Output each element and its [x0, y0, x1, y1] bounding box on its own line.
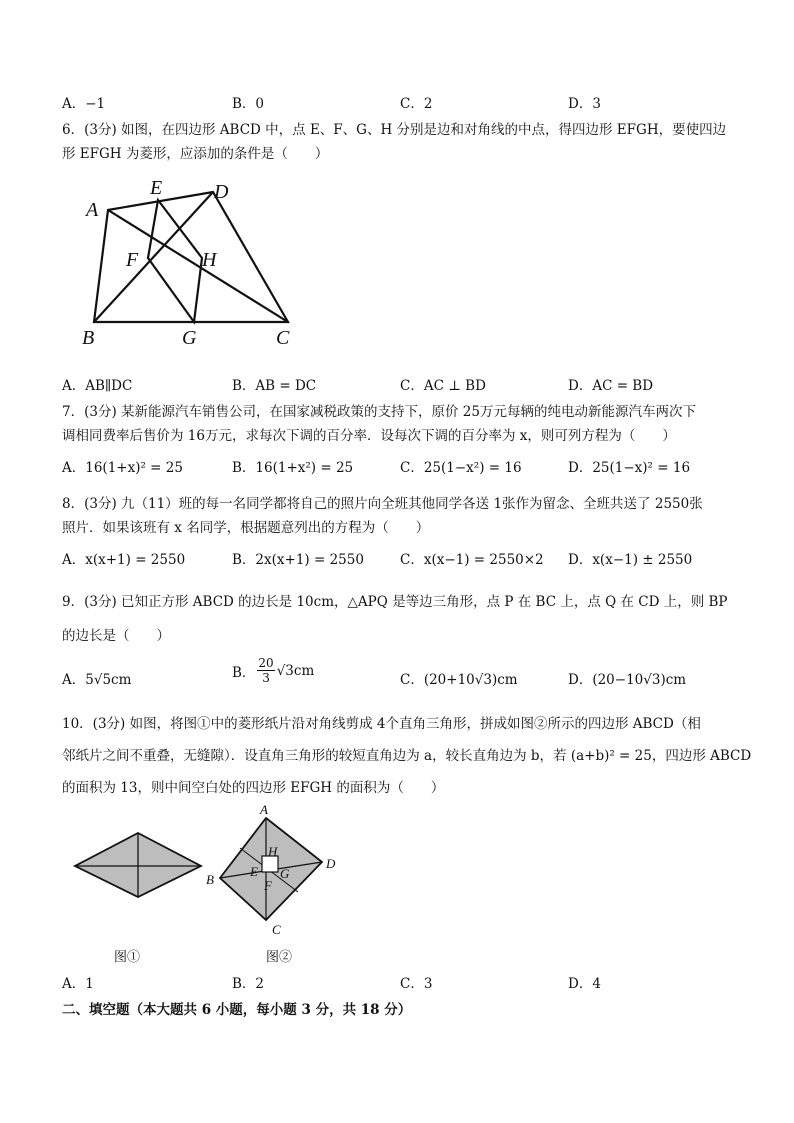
- q6-line2: 形 EFGH 为菱形，应添加的条件是（ ）: [62, 146, 329, 162]
- q10-figure-1-rhombus: [72, 830, 204, 900]
- q7-option-a: A．16(1+x)² = 25: [62, 460, 183, 476]
- q10-label-G: G: [280, 866, 290, 881]
- q6-label-H: H: [202, 249, 217, 271]
- q10-line2: 邻纸片之间不重叠，无缝隙）．设直角三角形的较短直角边为 a，较长直角边为 b，若 (a+b)² = 25，四边形 ABCD: [62, 748, 752, 764]
- q8-option-b: B．2x(x+1) = 2550: [232, 552, 364, 568]
- q10-option-c: C．3: [400, 976, 433, 992]
- q9-option-b-fraction: [257, 656, 274, 685]
- q6-option-d: D．AC = BD: [568, 378, 654, 394]
- q9-option-a: A．5√5cm: [62, 672, 132, 688]
- q6-label-F: F: [126, 249, 139, 271]
- q9-line1: 9．(3分) 已知正方形 ABCD 的边长是 10cm，△APQ 是等边三角形，点 P 在 BC 上，点 Q 在 CD 上，则 BP: [62, 594, 728, 610]
- q10-label-D: D: [326, 856, 336, 871]
- q10-label-C: C: [272, 922, 281, 937]
- q8-line1: 8．(3分) 九（11）班的每一名同学都将自己的照片向全班其他同学各送 1张作为留念、全班共送了 2550张: [62, 496, 703, 512]
- q9-option-b-denominator: 3: [262, 671, 270, 685]
- q6-label-A: A: [86, 199, 99, 221]
- q10-line1: 10．(3分) 如图，将图①中的菱形纸片沿对角线剪成 4个直角三角形，拼成如图②所示的四边形 ABCD（相: [62, 716, 701, 732]
- q10-option-b: B．2: [232, 976, 265, 992]
- q10-figure-2-caption: 图②: [266, 950, 293, 965]
- q9-option-b: [232, 656, 314, 685]
- q9-line2: 的边长是（ ）: [62, 628, 170, 644]
- q9-option-c: C．(20+10√3)cm: [400, 672, 518, 688]
- q6-option-c: C．AC ⊥ BD: [400, 378, 486, 394]
- q10-line3: 的面积为 13，则中间空白处的四边形 EFGH 的面积为（ ）: [62, 780, 445, 796]
- q5-option-b: B．0: [232, 96, 265, 112]
- q6-option-a: A．AB∥DC: [62, 378, 133, 394]
- q10-label-B: B: [206, 872, 214, 887]
- q10-option-a: A．1: [62, 976, 94, 992]
- q6-label-B: B: [82, 327, 95, 349]
- q6-label-G: G: [182, 327, 197, 349]
- q10-figure-2-quadrilateral: [200, 800, 350, 940]
- q7-line2: 调相同费率后售价为 16万元，求每次下调的百分率．设每次下调的百分率为 x，则可列方程为（ ）: [62, 428, 676, 444]
- q6-option-b: B．AB = DC: [232, 378, 317, 394]
- q10-label-H: H: [268, 844, 278, 859]
- q10-figure-1-caption: 图①: [114, 950, 141, 965]
- q8-line2: 照片．如果该班有 x 名同学，根据题意列出的方程为（ ）: [62, 520, 430, 536]
- q7-option-c: C．25(1−x²) = 16: [400, 460, 522, 476]
- q5-option-c: C．2: [400, 96, 433, 112]
- q10-label-A: A: [260, 802, 268, 817]
- q8-option-c: C．x(x−1) = 2550×2: [400, 552, 544, 568]
- q6-line1: 6．(3分) 如图，在四边形 ABCD 中，点 E、F、G、H 分别是边和对角线的中点，得四边形 EFGH，要使四边: [62, 122, 727, 138]
- q7-option-b: B．16(1+x²) = 25: [232, 460, 354, 476]
- q6-quadrilateral-figure: [80, 170, 310, 355]
- q7-option-d: D．25(1−x)² = 16: [568, 460, 691, 476]
- q9-option-b-suffix: √3cm: [276, 662, 315, 679]
- q6-label-C: C: [276, 327, 290, 349]
- q9-option-d: D．(20−10√3)cm: [568, 672, 687, 688]
- section-2-heading: 二、填空题（本大题共 6 小题，每小题 3 分，共 18 分）: [62, 1002, 412, 1018]
- q10-option-d: D．4: [568, 976, 601, 992]
- q5-option-a: A．−1: [62, 96, 106, 112]
- q6-label-D: D: [214, 181, 229, 203]
- q10-label-F: F: [264, 878, 272, 893]
- q6-label-E: E: [150, 177, 163, 199]
- q9-option-b-numerator: 20: [258, 656, 274, 670]
- q5-option-d: D．3: [568, 96, 601, 112]
- q8-option-a: A．x(x+1) = 2550: [62, 552, 186, 568]
- q7-line1: 7．(3分) 某新能源汽车销售公司，在国家减税政策的支持下，原价 25万元每辆的纯电动新能源汽车两次下: [62, 404, 696, 420]
- q8-option-d: D．x(x−1) ± 2550: [568, 552, 693, 568]
- q10-label-E: E: [250, 864, 258, 879]
- q9-option-b-prefix: B．: [232, 664, 256, 681]
